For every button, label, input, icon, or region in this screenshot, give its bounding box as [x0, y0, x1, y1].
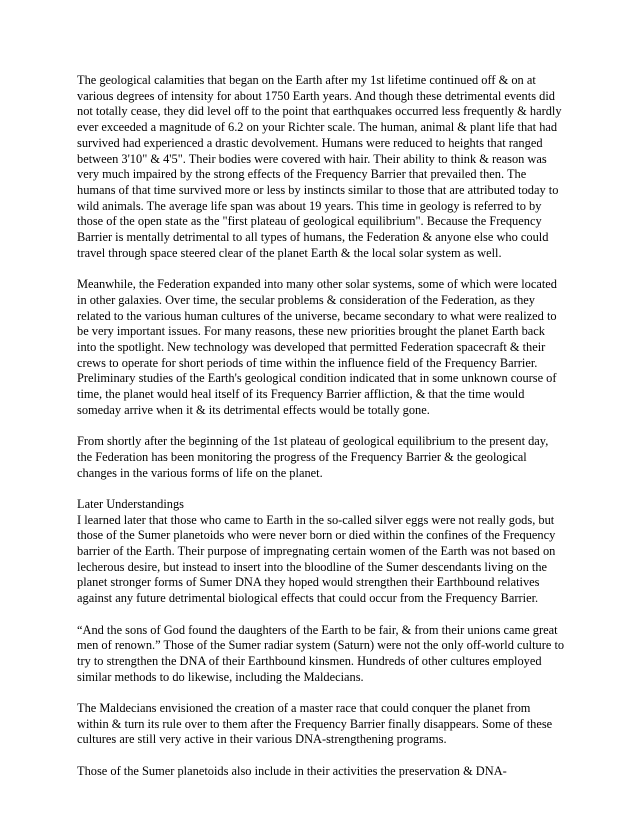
paragraph-6: The Maldecians envisioned the creation of a master race that could conquer the planet from within & turn its rule over to them after the Frequency Barrier finally disappears. Some of these cultures are still very active in their various DNA-strengthening programs.	[77, 701, 553, 747]
paragraph-2: Meanwhile, the Federation expanded into many other solar systems, some of which were located in other galaxies. Over time, the secular problems & consideration of the Federation, as they related to the various human cultures of the universe, became secondary to what were realized to be very important issues. For many reasons, these new priorities brought the planet Earth back into the spotlight. New technology was developed that permitted Federation spacecraft & their crews to operate for short periods of time within the influence field of the Frequency Barrier. Preliminary studies of the Earth's geological condition indicated that in some unknown course of time, the planet would heal itself of its Frequency Barrier affliction, & that the time would someday arrive when it & its detrimental effects would be totally gone.	[77, 277, 557, 417]
paragraph-5: “And the sons of God found the daughters of the Earth to be fair, & from their unions came great men of renown.” Those of the Sumer radiar system (Saturn) were not the only off-world culture to try to strengthen the DNA of their Earthbound kinsmen. Hundreds of other cultures employed similar methods to do likewise, including the Maldecians.	[77, 622, 565, 684]
later-understandings-section	[77, 497, 565, 607]
paragraph-4: I learned later that those who came to Earth in the so-called silver eggs were not really gods, but those of the Sumer planetoids who were never born or died within the confines of the Frequency barrier of the Earth. Their purpose of impregnating certain women of the Earth was not based on lecherous desire, but instead to insert into the bloodline of the Sumer descendants living on the planet stronger forms of Sumer DNA they hoped would strengthen their Earthbound relatives against any future detrimental biological effects that could occur from the Frequency Barrier.	[77, 512, 556, 606]
paragraph-7: Those of the Sumer planetoids also include in their activities the preservation & DNA-	[77, 763, 507, 778]
document-page	[77, 73, 565, 795]
paragraph-1: The geological calamities that began on the Earth after my 1st lifetime continued off & on at various degrees of intensity for about 1750 Earth years. And though these detrimental events did not totally cease, they did level off to the point that earthquakes occurred less frequently & hardly ever exceeded a magnitude of 6.2 on your Richter scale. The human, animal & plant life that had survived had experienced a drastic devolvement. Humans were reduced to heights that ranged between 3'10" & 4'5". Their bodies were covered with hair. Their ability to think & reason was very much impaired by the strong effects of the Frequency Barrier that prevailed then. The humans of that time survived more or less by instincts similar to those that are attributed today to wild animals. The average life span was about 19 years. This time in geology is referred to by those of the open state as the "first plateau of geological equilibrium". Because the Frequency Barrier is mentally detrimental to all types of humans, the Federation & anyone else who could travel through space steered clear of the planet Earth & the local solar system as well.	[77, 73, 562, 260]
section-heading: Later Understandings	[77, 496, 185, 511]
paragraph-3: From shortly after the beginning of the 1st plateau of geological equilibrium to the present day, the Federation has been monitoring the progress of the Frequency Barrier & the geological changes in the various forms of life on the planet.	[77, 434, 549, 480]
